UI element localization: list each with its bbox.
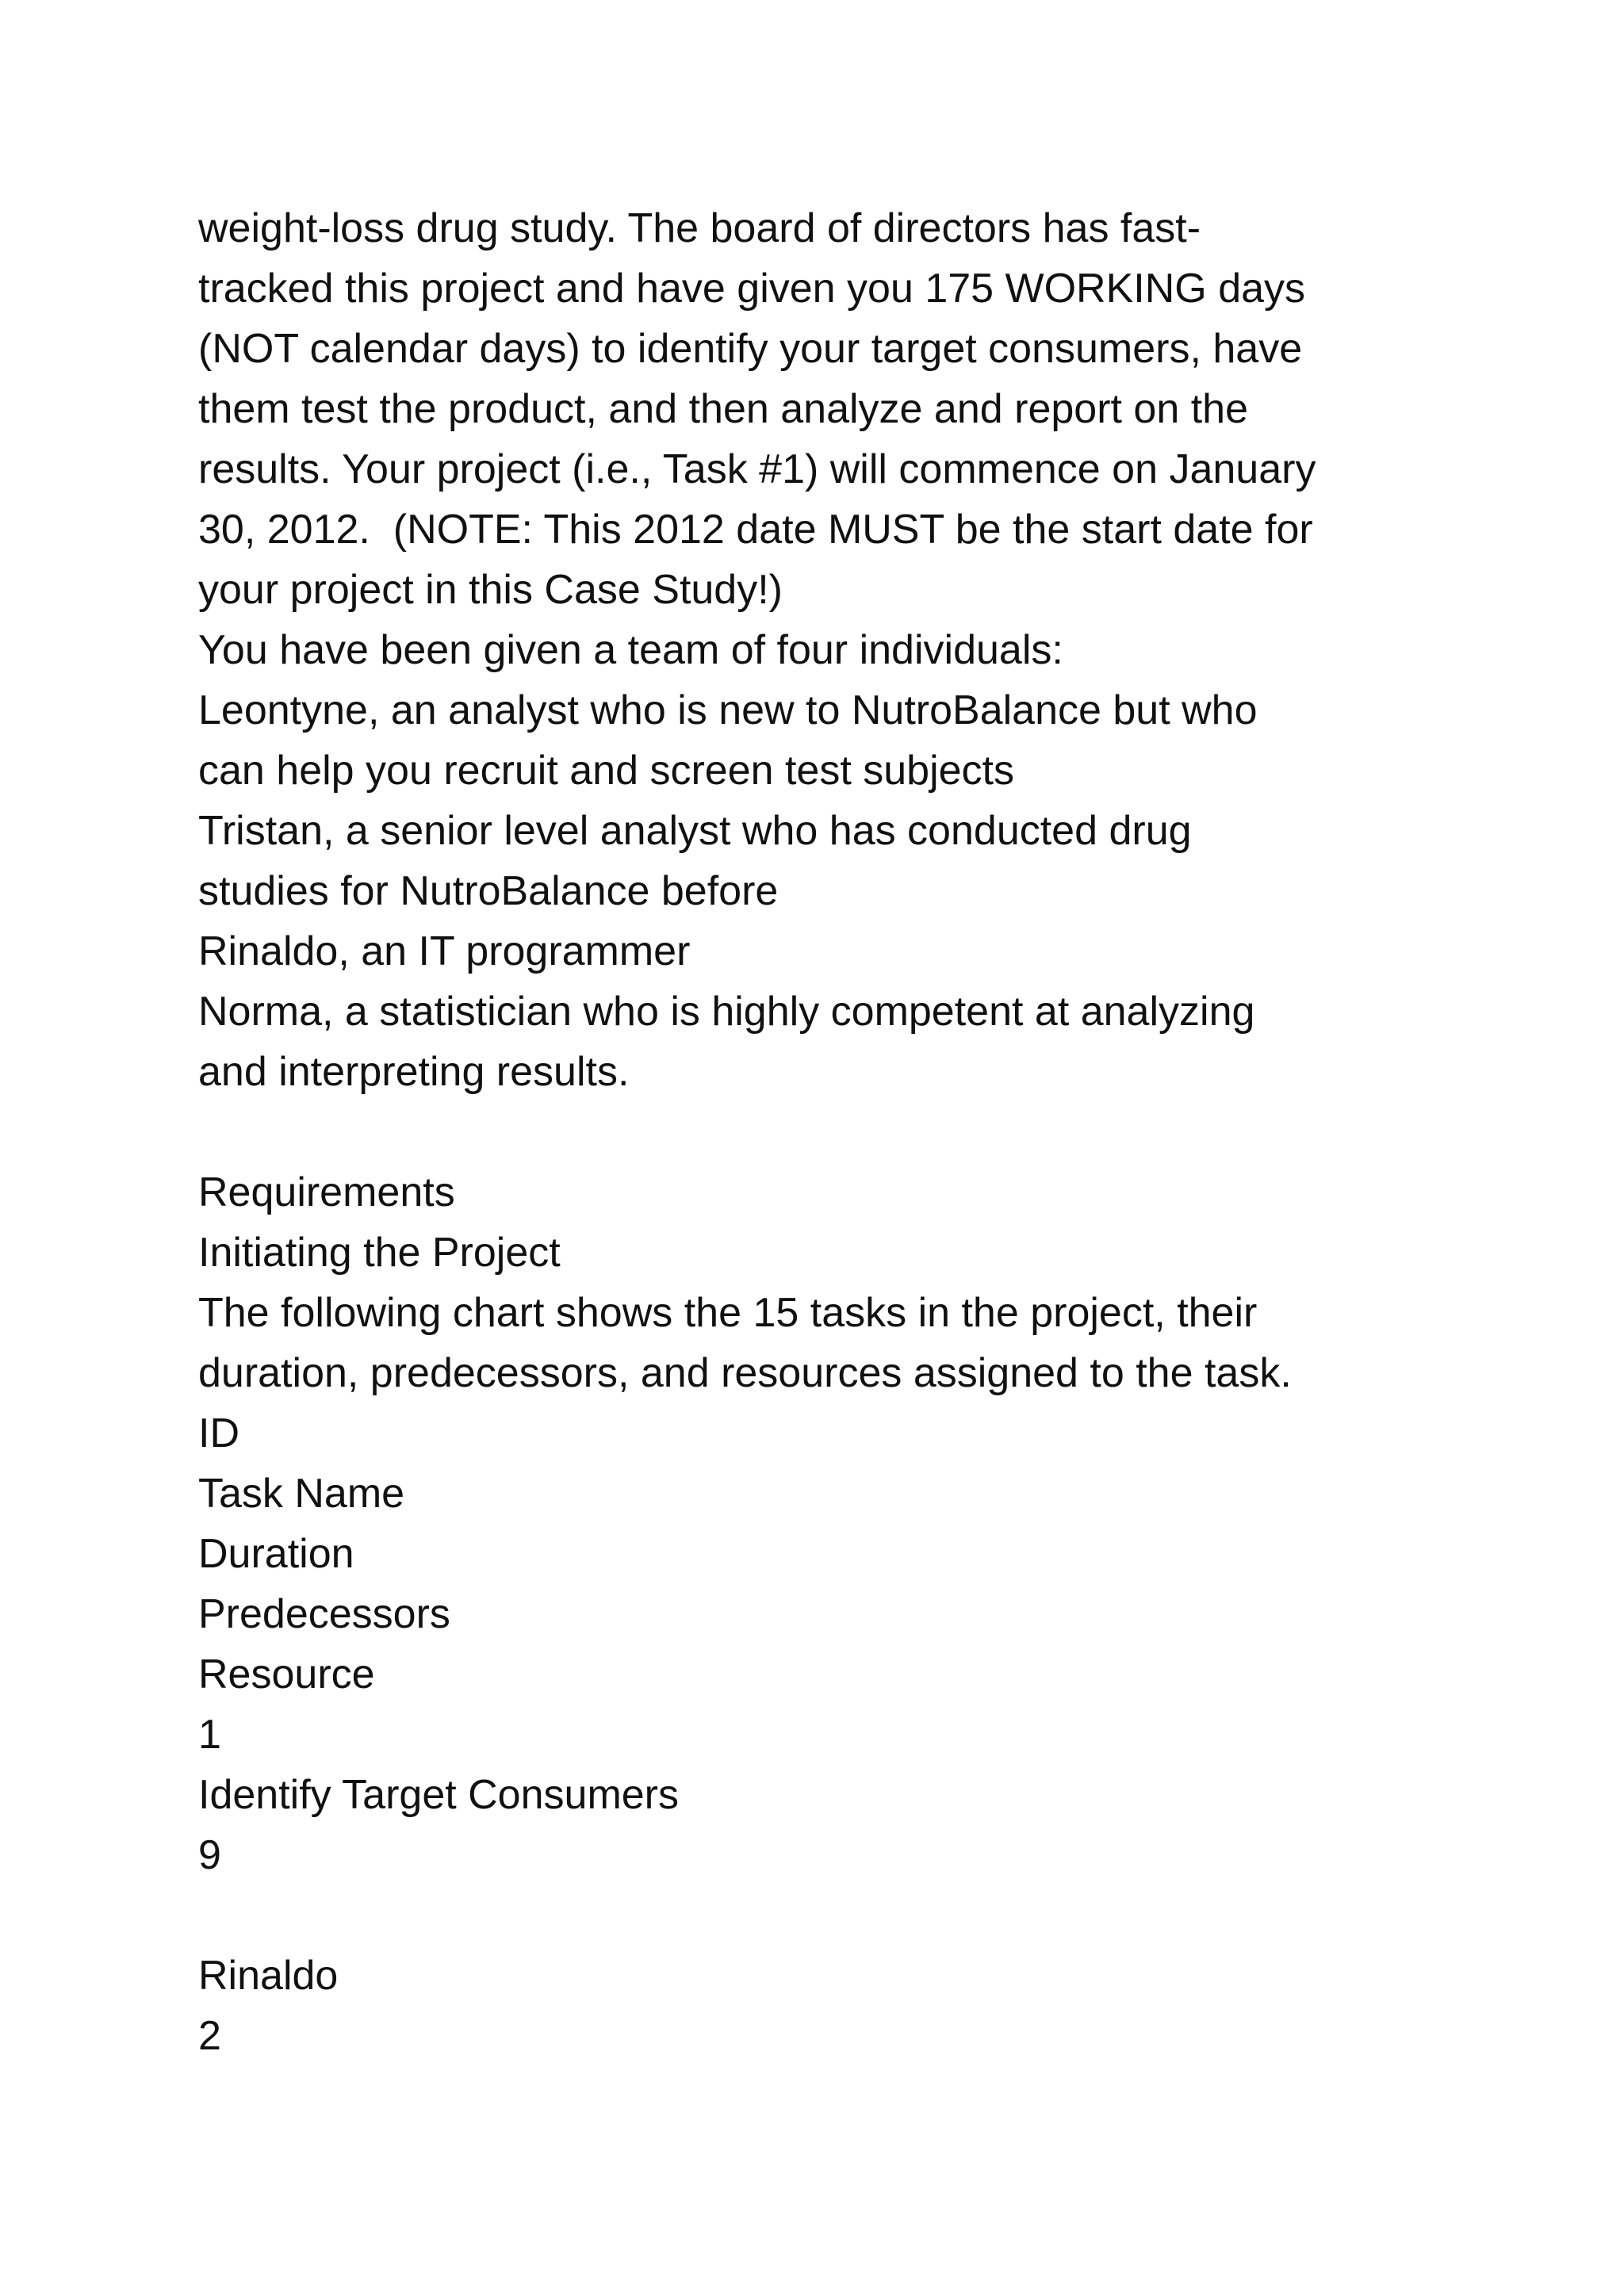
- team-line-6: Norma, a statistician who is highly competent at analyzing: [198, 989, 1255, 1035]
- task-1-name: Identify Target Consumers: [198, 1772, 679, 1818]
- task-1-predecessors: [198, 1885, 1467, 1946]
- task-2-id: 2: [198, 2013, 221, 2059]
- intro-line-5: results. Your project (i.e., Task #1) will commence on January: [198, 446, 1316, 492]
- team-line-7: and interpreting results.: [198, 1049, 630, 1095]
- chart-intro-line-2: duration, predecessors, and resources assigned to the task.: [198, 1350, 1292, 1396]
- table-header-task-name: Task Name: [198, 1471, 405, 1517]
- intro-line-6: 30, 2012. (NOTE: This 2012 date MUST be the start date for: [198, 507, 1313, 553]
- task-1-duration: 9: [198, 1832, 221, 1878]
- table-header-resource: Resource: [198, 1651, 375, 1697]
- team-line-1: Leontyne, an analyst who is new to NutroBalance but who: [198, 687, 1258, 733]
- team-line-2: can help you recruit and screen test subjects: [198, 748, 1015, 794]
- intro-line-4: them test the product, and then analyze and report on the: [198, 386, 1248, 432]
- task-1-resource: Rinaldo: [198, 1953, 339, 1999]
- intro-line-2: tracked this project and have given you 175 WORKING days: [198, 266, 1306, 312]
- intro-line-3: (NOT calendar days) to identify your target consumers, have: [198, 326, 1303, 372]
- document-body: [198, 198, 1467, 2066]
- intro-line-1: weight-loss drug study. The board of directors has fast-: [198, 205, 1201, 251]
- blank-line: [198, 1102, 1467, 1162]
- requirements-heading: Requirements: [198, 1169, 455, 1215]
- table-header-duration: Duration: [198, 1531, 354, 1577]
- table-header-id: ID: [198, 1410, 239, 1456]
- team-line-4: studies for NutroBalance before: [198, 868, 779, 914]
- table-header-predecessors: Predecessors: [198, 1591, 450, 1637]
- task-1-id: 1: [198, 1712, 221, 1758]
- team-line-5: Rinaldo, an IT programmer: [198, 928, 691, 974]
- intro-line-7: your project in this Case Study!): [198, 567, 783, 613]
- team-intro: You have been given a team of four individuals:: [198, 627, 1063, 673]
- initiating-heading: Initiating the Project: [198, 1230, 561, 1276]
- chart-intro-line-1: The following chart shows the 15 tasks in the project, their: [198, 1290, 1258, 1336]
- team-line-3: Tristan, a senior level analyst who has conducted drug: [198, 808, 1192, 854]
